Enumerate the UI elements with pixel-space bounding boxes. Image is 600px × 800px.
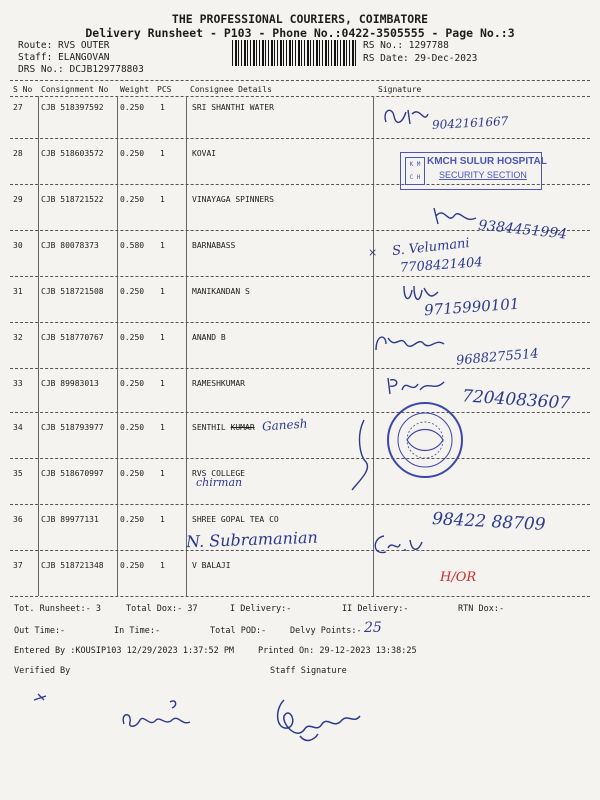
row-sno: 33 [13, 379, 23, 388]
row-consignment: CJB 518721522 [41, 195, 104, 204]
row-pcs: 1 [160, 423, 165, 432]
row-sno: 31 [13, 287, 23, 296]
row-consignment: CJB 89977131 [41, 515, 99, 524]
row-sno: 32 [13, 333, 23, 342]
row-pcs: 1 [160, 241, 165, 250]
row-consignment: CJB 518793977 [41, 423, 104, 432]
col-consignment: Consignment No [41, 85, 109, 94]
col-weight: Weight [120, 85, 149, 94]
handwritten-phone: 7708421404 [399, 255, 484, 276]
handwritten-name: N. Subramanian [185, 527, 319, 552]
tot-runsheet: Tot. Runsheet:- 3 [14, 604, 101, 614]
institution-seal [385, 400, 465, 480]
row-consignee: V BALAJI [192, 561, 231, 570]
row-pcs: 1 [160, 103, 165, 112]
rtn-dox: RTN Dox:- [458, 604, 505, 614]
header-top-rule [10, 80, 590, 81]
row-consignment: CJB 80078373 [41, 241, 99, 250]
table-bottom-rule [10, 596, 590, 597]
table-row [0, 548, 600, 594]
handwritten-code: H/OR [440, 570, 477, 585]
row-consignee-first: SENTHIL [192, 423, 226, 432]
row-consignee: SRI SHANTHI WATER [192, 103, 274, 112]
handwritten-name: S. Velumani [391, 235, 471, 260]
company-title: THE PROFESSIONAL COURIERS, COIMBATORE [171, 12, 429, 26]
stamp-title: KMCH SULUR HOSPITAL [427, 156, 547, 167]
handwritten-phone: 9688275514 [455, 346, 540, 369]
table-row [0, 456, 600, 502]
signature-stroke [346, 416, 386, 496]
row-sno: 35 [13, 469, 23, 478]
drs-number: DRS No.: DCJB129778803 [18, 64, 144, 75]
col-signature: Signature [378, 85, 422, 94]
staff-signature-label: Staff Signature [270, 666, 347, 676]
row-weight: 0.250 [120, 195, 145, 204]
stamp-logo: K M C H [405, 157, 425, 185]
handwritten-phone: 9384451994 [477, 217, 568, 243]
col-sno: S No [13, 85, 33, 94]
barcode [232, 40, 358, 66]
signature-scribble [370, 530, 430, 560]
signature-scribble [380, 102, 430, 130]
row-sno: 36 [13, 515, 23, 524]
row-consignee: MANIKANDAN S [192, 287, 250, 296]
handwritten-phone: 98422 88709 [431, 509, 547, 535]
rs-date: RS Date: 29-Dec-2023 [363, 53, 478, 64]
handwritten-phone: 9715990101 [423, 294, 520, 320]
row-weight: 0.250 [120, 287, 145, 296]
col-consignee: Consignee Details [190, 85, 272, 94]
verified-by-label: Verified By [14, 666, 71, 676]
total-pod: Total POD:- [210, 626, 267, 636]
delvy-points: Delvy Points:- [290, 626, 362, 636]
out-time: Out Time:- [14, 626, 66, 636]
row-weight: 0.250 [120, 333, 145, 342]
ii-delivery: II Delivery:- [342, 604, 409, 614]
row-consignee: ANAND B [192, 333, 226, 342]
handwritten-points: 25 [364, 620, 382, 636]
row-weight: 0.250 [120, 149, 145, 158]
row-pcs: 1 [160, 149, 165, 158]
row-sno: 30 [13, 241, 23, 250]
row-pcs: 1 [160, 287, 165, 296]
row-weight: 0.250 [120, 561, 145, 570]
verifier-signature [30, 688, 230, 738]
row-consignment: CJB 518603572 [41, 149, 104, 158]
handwritten-name: chirman [196, 476, 243, 489]
printed-on: Printed On: 29-12-2023 13:38:25 [258, 646, 417, 656]
table-row [0, 90, 600, 136]
row-sno: 34 [13, 423, 23, 432]
row-consignee: VINAYAGA SPINNERS [192, 195, 274, 204]
row-pcs: 1 [160, 469, 165, 478]
row-pcs: 1 [160, 195, 165, 204]
route-label: Route: RVS OUTER [18, 40, 110, 51]
row-weight: 0.250 [120, 515, 145, 524]
row-consignment: CJB 518397592 [41, 103, 104, 112]
runsheet-title: Delivery Runsheet - P103 - Phone No.:0422-3505555 - Page No.:3 [85, 26, 515, 40]
handwritten-mark: × [368, 246, 378, 259]
i-delivery: I Delivery:- [230, 604, 292, 614]
hospital-stamp [400, 152, 547, 190]
row-weight: 0.250 [120, 423, 145, 432]
handwritten-phone: 9042161667 [431, 114, 509, 132]
row-consignee [192, 423, 255, 432]
row-consignee: RVS COLLEGE [192, 469, 245, 478]
row-consignment: CJB 518721508 [41, 287, 104, 296]
row-pcs: 1 [160, 515, 165, 524]
row-consignment: CJB 518670997 [41, 469, 104, 478]
row-pcs: 1 [160, 333, 165, 342]
signature-scribble [372, 330, 448, 354]
row-weight: 0.250 [120, 379, 145, 388]
row-consignee: RAMESHKUMAR [192, 379, 245, 388]
row-consignee: SHREE GOPAL TEA CO [192, 515, 279, 524]
entered-by: Entered By :KOUSIP103 12/29/2023 1:37:52 PM [14, 646, 235, 656]
row-consignee: KOVAI [192, 149, 217, 158]
signature-scribble [430, 202, 480, 230]
row-consignment: CJB 518721348 [41, 561, 104, 570]
col-pcs: PCS [157, 85, 172, 94]
total-dox: Total Dox:- 37 [126, 604, 198, 614]
row-sno: 27 [13, 103, 23, 112]
row-sno: 29 [13, 195, 23, 204]
row-weight: 0.580 [120, 241, 145, 250]
row-weight: 0.250 [120, 103, 145, 112]
row-sno: 28 [13, 149, 23, 158]
stamp-subtitle: SECURITY SECTION [439, 170, 527, 180]
signature-scribble [384, 372, 448, 398]
row-consignee-struck: KUMAR [230, 423, 255, 432]
in-time: In Time:- [114, 626, 161, 636]
row-weight: 0.250 [120, 469, 145, 478]
row-pcs: 1 [160, 561, 165, 570]
staff-signature [270, 690, 370, 750]
row-sno: 37 [13, 561, 23, 570]
row-consignee: BARNABASS [192, 241, 236, 250]
staff-label: Staff: ELANGOVAN [18, 52, 110, 63]
row-consignment: CJB 518770767 [41, 333, 104, 342]
row-pcs: 1 [160, 379, 165, 388]
handwritten-phone: 7204083607 [461, 386, 571, 414]
rs-number: RS No.: 1297788 [363, 40, 449, 51]
row-consignment: CJB 89983013 [41, 379, 99, 388]
handwritten-name: Ganesh [261, 416, 308, 434]
